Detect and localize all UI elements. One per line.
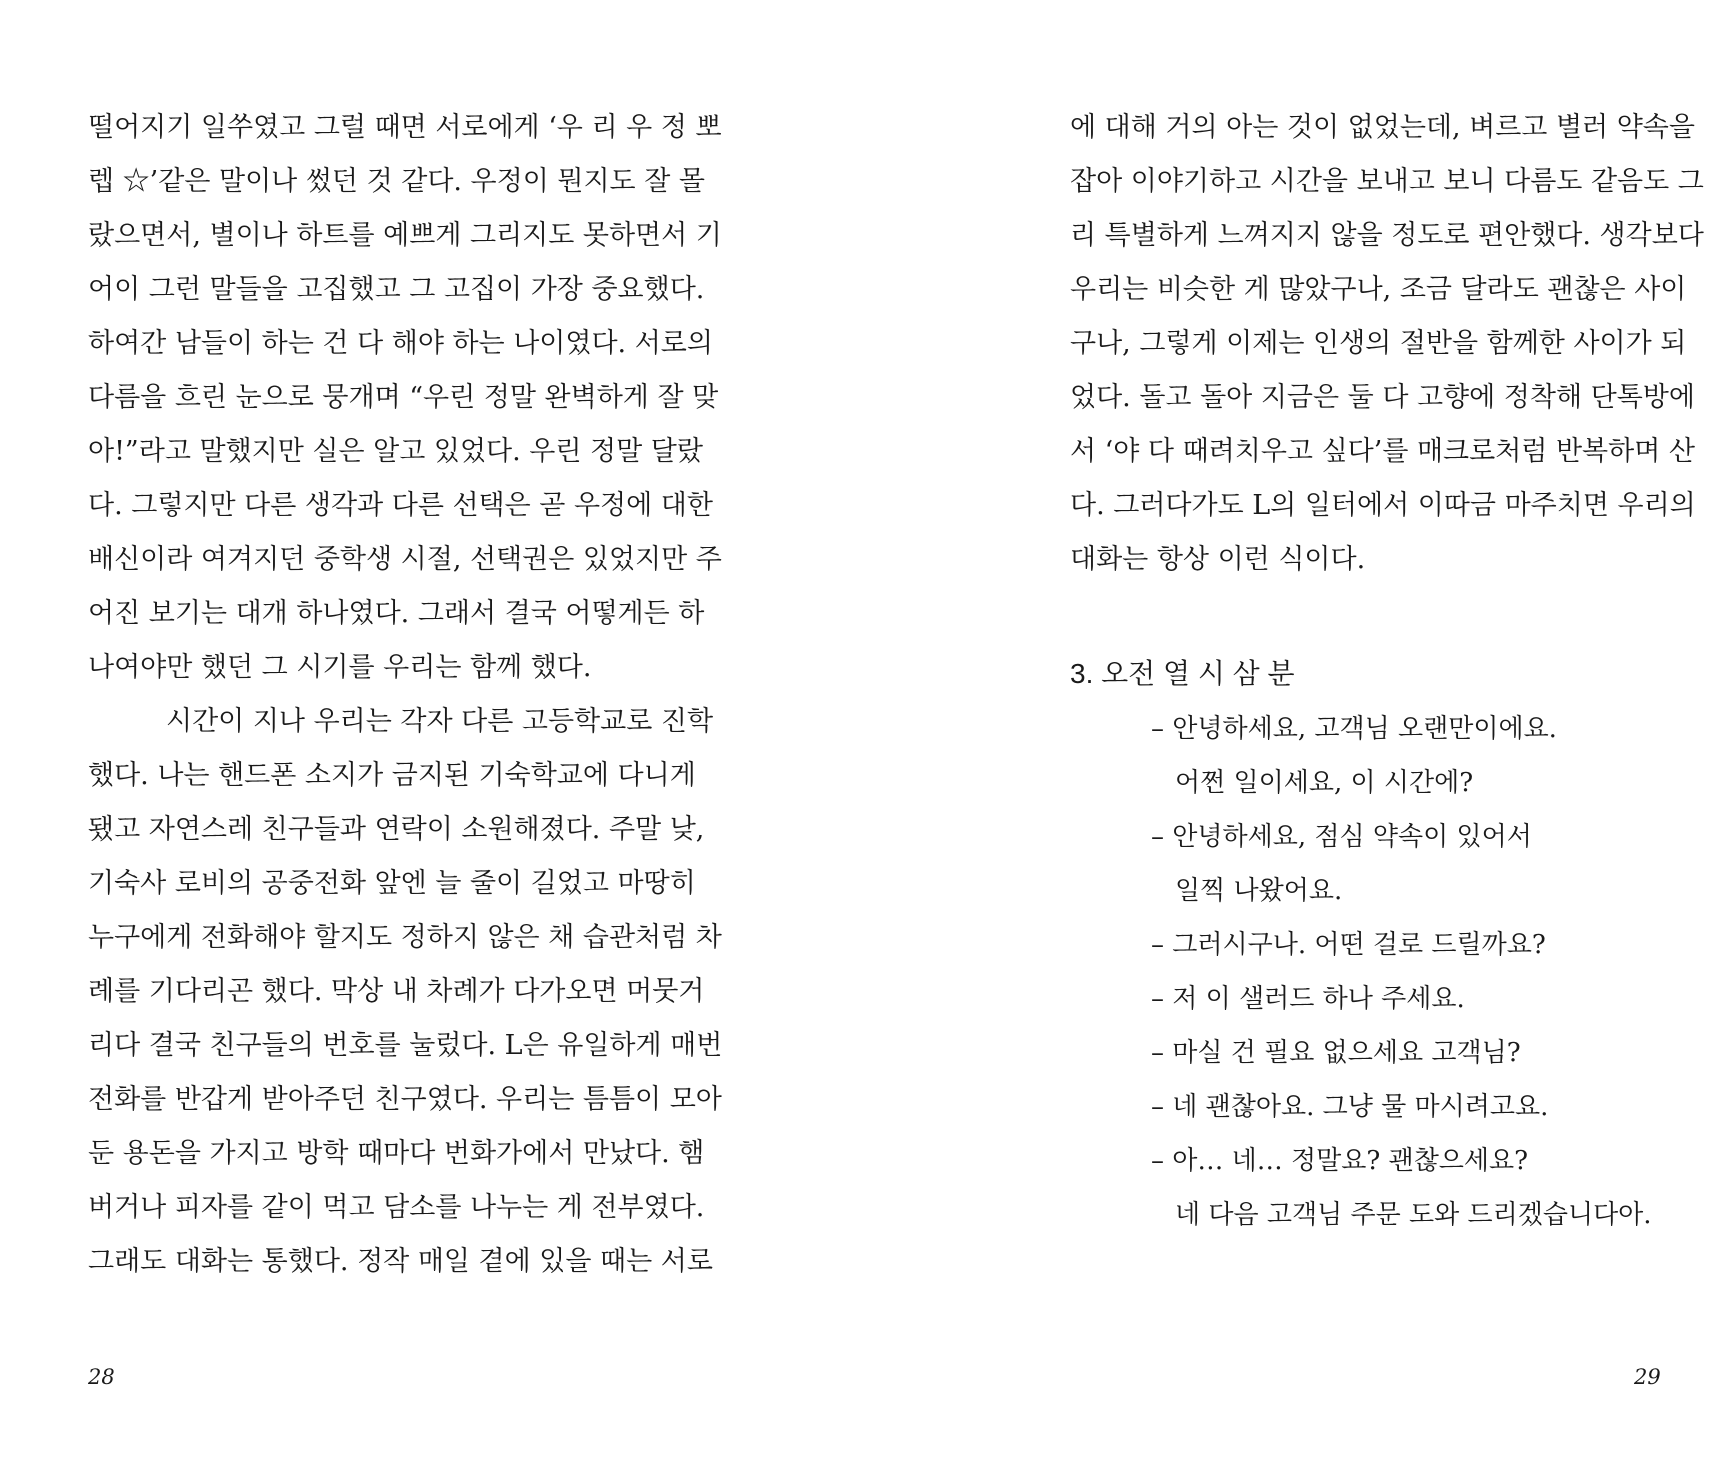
body-text-line: 어이 그런 말들을 고집했고 그 고집이 가장 중요했다. (88, 274, 705, 305)
body-text-line: 어진 보기는 대개 하나였다. 그래서 결국 어떻게든 하 (88, 598, 705, 629)
dialogue-continuation: 네 다음 고객님 주문 도와 드리겠습니다아. (1175, 1200, 1652, 1230)
body-text-line: 버거나 피자를 같이 먹고 담소를 나누는 게 전부였다. (88, 1192, 705, 1223)
body-text-line: 리다 결국 친구들의 번호를 눌렀다. L은 유일하게 매번 (88, 1030, 723, 1061)
body-text-line: 다름을 흐린 눈으로 뭉개며 “우린 정말 완벽하게 잘 맞 (88, 382, 719, 413)
body-text-line: 기숙사 로비의 공중전화 앞엔 늘 줄이 길었고 마땅히 (88, 868, 696, 899)
paragraph-first-line: 시간이 지나 우리는 각자 다른 고등학교로 진학 (166, 706, 714, 737)
body-text-line: 누구에게 전화해야 할지도 정하지 않은 채 습관처럼 차 (88, 922, 722, 953)
body-text-line: 아!”라고 말했지만 실은 알고 있었다. 우린 정말 달랐 (88, 436, 703, 467)
dialogue-continuation: 일찍 나왔어요. (1175, 876, 1343, 906)
body-text-line: 다. 그렇지만 다른 생각과 다른 선택은 곧 우정에 대한 (88, 490, 713, 521)
dialogue-line: – 네 괜찮아요. 그냥 물 마시려고요. (1151, 1092, 1549, 1122)
body-text-line: 우리는 비슷한 게 많았구나, 조금 달라도 괜찮은 사이 (1070, 274, 1687, 305)
dialogue-line: – 저 이 샐러드 하나 주세요. (1151, 984, 1465, 1014)
body-text-line: 떨어지기 일쑤였고 그럴 때면 서로에게 ‘우 리 우 정 뽀 (88, 112, 722, 143)
dialogue-continuation: 어쩐 일이세요, 이 시간에? (1175, 768, 1474, 798)
dialogue-line: – 안녕하세요, 고객님 오랜만이에요. (1151, 714, 1557, 744)
dialogue-line: – 그러시구나. 어떤 걸로 드릴까요? (1151, 930, 1546, 960)
body-text-line: 하여간 남들이 하는 건 다 해야 하는 나이였다. 서로의 (88, 328, 713, 359)
body-text-line: 전화를 반갑게 받아주던 친구였다. 우리는 틈틈이 모아 (88, 1084, 722, 1115)
body-text-line: 했다. 나는 핸드폰 소지가 금지된 기숙학교에 다니게 (88, 760, 696, 791)
dialogue-line: – 아… 네… 정말요? 괜찮으세요? (1151, 1146, 1529, 1176)
dialogue-line: – 안녕하세요, 점심 약속이 있어서 (1151, 822, 1532, 852)
body-text-line: 대화는 항상 이런 식이다. (1070, 544, 1366, 575)
body-text-line: 렙 ☆’같은 말이나 썼던 것 같다. 우정이 뭔지도 잘 몰 (88, 166, 705, 197)
body-text-line: 됐고 자연스레 친구들과 연락이 소원해졌다. 주말 낮, (88, 814, 705, 845)
dialogue-line: – 마실 건 필요 없으세요 고객님? (1151, 1038, 1521, 1068)
body-text-line: 다. 그러다가도 L의 일터에서 이따금 마주치면 우리의 (1070, 490, 1696, 521)
body-text-line: 랐으면서, 별이나 하트를 예쁘게 그리지도 못하면서 기 (88, 220, 722, 251)
body-text-line: 서 ‘야 다 때려치우고 싶다’를 매크로처럼 반복하며 산 (1070, 436, 1695, 467)
body-text-line: 둔 용돈을 가지고 방학 때마다 번화가에서 만났다. 햄 (88, 1138, 705, 1169)
body-text-line: 었다. 돌고 돌아 지금은 둘 다 고향에 정착해 단톡방에 (1070, 382, 1695, 413)
body-text-line: 례를 기다리곤 했다. 막상 내 차례가 다가오면 머뭇거 (88, 976, 705, 1007)
body-text-line: 나여야만 했던 그 시기를 우리는 함께 했다. (88, 652, 592, 683)
body-text-line: 잡아 이야기하고 시간을 보내고 보니 다름도 같음도 그 (1070, 166, 1704, 197)
page-number: 28 (88, 1365, 115, 1389)
body-text-line: 구나, 그렇게 이제는 인생의 절반을 함께한 사이가 되 (1070, 328, 1687, 359)
right-page (866, 0, 1732, 1480)
section-heading: 3. 오전 열 시 삼 분 (1070, 658, 1295, 689)
page-number: 29 (1634, 1365, 1661, 1389)
body-text-line: 에 대해 거의 아는 것이 없었는데, 벼르고 별러 약속을 (1070, 112, 1695, 143)
body-text-line: 그래도 대화는 통했다. 정작 매일 곁에 있을 때는 서로 (88, 1246, 713, 1277)
body-text-line: 배신이라 여겨지던 중학생 시절, 선택권은 있었지만 주 (88, 544, 722, 575)
body-text-line: 리 특별하게 느껴지지 않을 정도로 편안했다. 생각보다 (1070, 220, 1704, 251)
